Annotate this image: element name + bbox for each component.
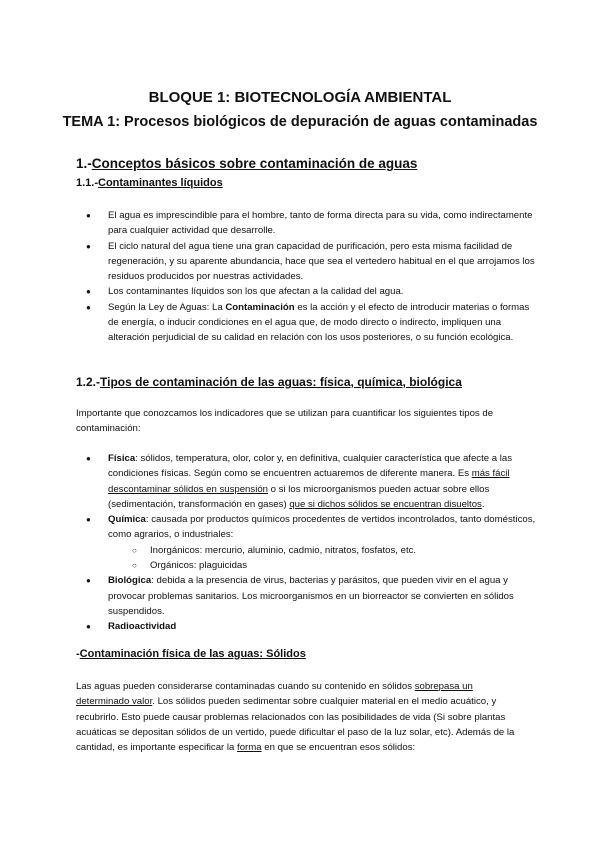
solids-text: Las aguas pueden considerarse contaminadas cuando su contenido en sólidos (76, 681, 415, 692)
list-item: ● Los contaminantes líquidos son los que afectan a la calidad del agua. (76, 284, 536, 299)
biologica-label: Biológica (108, 575, 152, 587)
fisica-text-2: o si los microorganismos pueden actuar sobre ellos (sedimentación, transformación en gases) (108, 483, 490, 510)
fisica-underlined-1: más fácil descontaminar sólidos en suspensión (108, 468, 510, 495)
fisica-text: : sólidos, temperatura, olor, color y, en definitiva, cualquier característica que afecte a las condiciones físicas. Según como se encuentren actuaremos de diferente manera. Es (108, 453, 513, 480)
liquid-contaminants-list (76, 208, 536, 346)
list-item-bold: Contaminación (225, 301, 295, 313)
quimica-sublist (108, 543, 536, 574)
list-item-biologica (76, 573, 536, 619)
section-1-heading (76, 156, 417, 171)
radioactividad-label: Radioactividad (108, 621, 177, 633)
list-item-fisica (76, 451, 536, 512)
contamination-types-list (76, 451, 536, 635)
list-item-text: es la acción y el efecto de introducir materias o formas de energía, o inducir condiciones en el agua que, de modo directo o indirecto, impliquen una alteración perjudicial de su calidad en relación con los usos posteriores, o su función ecológica. (108, 301, 530, 344)
solids-paragraph (76, 679, 526, 755)
biologica-text: : debida a la presencia de virus, bacterias y parásitos, que pueden vivir en el agua y provocar problemas sanitarios. Los microorganismos en un biorreactor se convierten en sólidos suspendidos. (108, 575, 514, 617)
solids-underlined-2: forma (237, 742, 262, 754)
quimica-text: : causada por productos químicos procedentes de vertidos incontrolados, tanto domésticos, como agrarios, o industriales: (108, 514, 536, 541)
solids-underlined-1: sobrepasa un determinado valor (76, 681, 473, 708)
section-1-1-title: Contaminantes líquidos (98, 177, 223, 189)
block-title: BLOQUE 1: BIOTECNOLOGÍA AMBIENTAL (148, 89, 452, 106)
sublist-item: ○ Inorgánicos: mercurio, aluminio, cadmio, nitratos, fosfatos, etc. (108, 543, 536, 558)
section-1-2-title: Tipos de contaminación de las aguas: física, química, biológica (100, 375, 462, 389)
list-item-quimica (76, 512, 536, 573)
solids-title: Contaminación física de las aguas: Sólidos (79, 648, 306, 660)
section-1-title: Conceptos básicos sobre contaminación de aguas (91, 156, 418, 171)
fisica-underlined-2: que si dichos sólidos se encuentran disueltos (289, 498, 482, 510)
solids-prefix: - (76, 648, 80, 660)
fisica-text-3: . (481, 498, 485, 510)
list-item-radioactividad (76, 619, 536, 634)
solids-heading (76, 648, 306, 660)
list-item (76, 300, 536, 346)
section-1-number: 1.- (76, 156, 92, 171)
section-1-2-heading (76, 375, 462, 389)
list-item: ● El ciclo natural del agua tiene una gran capacidad de purificación, pero esta misma facilidad de regeneración, y su aparente abundancia, hace que sea el vertedero habitual en el que arrojamos los residuos producidos por nuestras actividades. (76, 239, 536, 285)
section-1-1-heading (76, 177, 223, 189)
solids-text-2: . Los sólidos pueden sedimentar sobre cualquier material en el medio acuático, y recubrirlo. Esto puede causar problemas relacionados con las posibilidades de vida (Si sobre plantas acuáticas se depositan sólidos de un vertido, puede dificultar el paso de la luz solar, etc). Además de la cantidad, es importante especificar la (76, 696, 515, 754)
list-item-text: Según la Ley de Aguas: La (108, 301, 226, 313)
section-1-2-number: 1.2.- (76, 375, 101, 389)
sublist-item: ○ Orgánicos: plaguicidas (108, 558, 536, 573)
list-item: ● El agua es imprescindible para el hombre, tanto de forma directa para su vida, como indirectamente para cualquier actividad que desarrolle. (76, 208, 536, 239)
topic-title: TEMA 1: Procesos biológicos de depuración de aguas contaminadas (62, 114, 538, 130)
section-1-1-number: 1.1.- (76, 177, 99, 189)
intro-paragraph: Importante que conozcamos los indicadores que se utilizan para cuantificar los siguientes tipos de contaminación: (76, 408, 494, 435)
quimica-label: Química (108, 514, 146, 526)
fisica-label: Física (108, 453, 136, 464)
solids-text-3: en que se encuentran esos sólidos: (261, 742, 416, 754)
